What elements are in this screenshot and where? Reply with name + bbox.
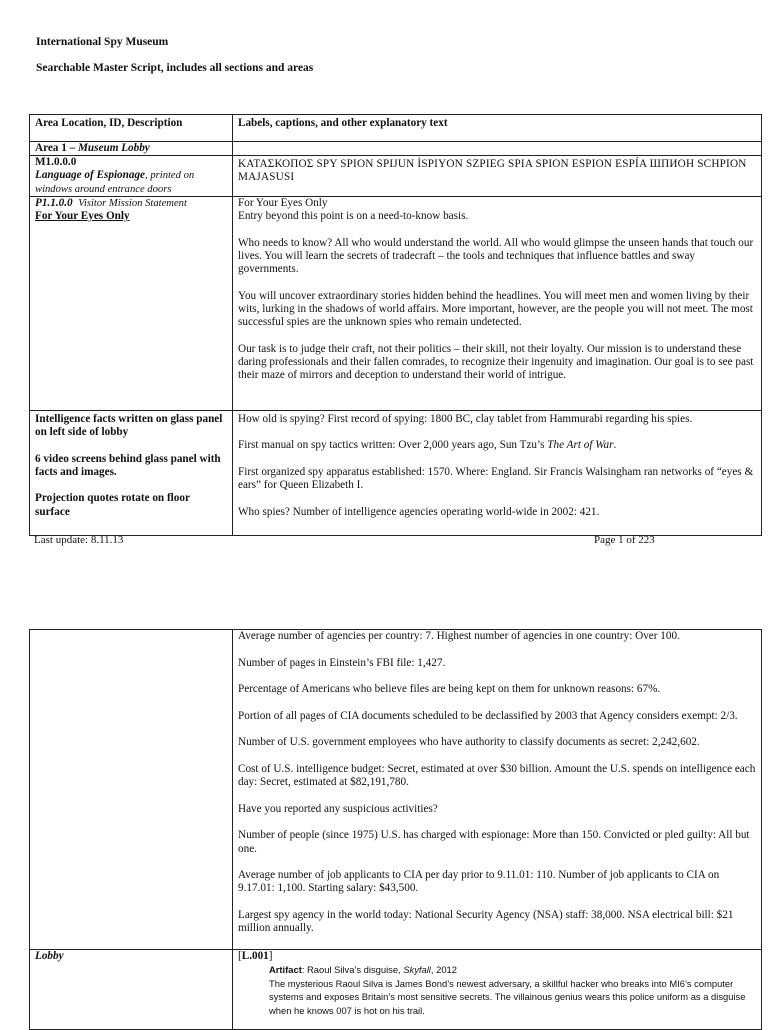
entry-title: Language of Espionage	[35, 169, 146, 182]
facts-continued-description	[30, 630, 233, 950]
facts-description	[30, 410, 233, 535]
facts-description-line: Intelligence facts written on glass panel on left side of lobby	[35, 412, 223, 439]
fact-line: How old is spying? First record of spying: 1800 BC, clay tablet from Hammurabi regarding his spies.	[238, 412, 693, 425]
fact-line: Number of U.S. government employees who have authority to classify documents as secret: 2,242,602.	[238, 736, 700, 749]
mission-heading: For Your Eyes Only	[238, 196, 328, 209]
lobby-artifact-entry	[233, 950, 762, 1030]
fact-line: First organized spy apparatus established: 1570. Where: England. Sir Francis Walsingham ran networks of “eyes & ears” for Queen Elizabeth I.	[238, 466, 754, 492]
lobby-label: Lobby	[30, 950, 233, 1030]
lobby-entry-id: [L.001]	[238, 950, 273, 962]
entry-description: , printed on windows around entrance doors	[35, 170, 195, 195]
area-heading-blank	[233, 142, 762, 156]
entry-description: Visitor Mission Statement	[78, 197, 187, 209]
fact-line: Number of pages in Einstein’s FBI file: 1,427.	[238, 656, 446, 669]
mission-statement-text	[233, 196, 762, 410]
intelligence-facts-text	[233, 410, 762, 535]
fact-line: Have you reported any suspicious activities?	[238, 802, 438, 815]
fact-line: Average number of job applicants to CIA per day prior to 9.11.01: 110. Number of job applicants to CIA on 9.17.01: 1,100. Starting salary: $43,500.	[238, 869, 720, 895]
script-table-page-2	[29, 629, 762, 1030]
fact-line: Largest spy agency in the world today: National Security Agency (NSA) staff: 38,000. NSA electrical bill: $21 million annually.	[238, 908, 734, 935]
artifact-description: The mysterious Raoul Silva is James Bond’s newest adversary, a skillful hacker who breaks into MI6’s computer systems and exposes Britain’s most sensitive secrets. The villainous genius wears this police uniform as a disguise when he knows 007 is hot on his trail.	[269, 977, 746, 1016]
fact-line: Who spies? Number of intelligence agencies operating world-wide in 2002: 421.	[238, 505, 600, 518]
facts-description-line: Projection quotes rotate on floor surface	[35, 492, 190, 518]
mission-paragraph: Who needs to know? All who would understand the world. All who would glimpse the unseen hands that touch our lives. You will learn the secrets of tradecraft – the tools and techniques that influence battles and sway governments.	[238, 236, 754, 276]
fact-line: Portion of all pages of CIA documents scheduled to be declassified by 2003 that Agency considers exempt: 2/3.	[238, 709, 738, 722]
intelligence-facts-continued	[233, 630, 762, 950]
area-heading: Area 1 – Museum Lobby	[30, 142, 233, 156]
fact-line: Percentage of Americans who believe files are being kept on them for unknown reasons: 67%.	[238, 683, 661, 696]
facts-description-line: 6 video screens behind glass panel with facts and images.	[35, 452, 221, 478]
document-subtitle: Searchable Master Script, includes all sections and areas	[36, 62, 314, 74]
fact-line: Cost of U.S. intelligence budget: Secret, estimated at over $30 billion. Amount the U.S. spends on intelligence each day: Secret, estimated at $82,191,780.	[238, 762, 756, 789]
footer-page-number: Page 1 of 223	[594, 534, 655, 546]
script-table-page-1	[29, 114, 762, 536]
language-of-espionage-text: ΚΑΤΑΣΚΟΠΟΣ SPY SPION SPIJUN İSPIYON SZPIEG SPIA SPION ESPION ESPÍA ШПИОН SCHPION MAJASUSI	[233, 156, 762, 197]
entry-m1-description	[30, 156, 233, 197]
column-header-location: Area Location, ID, Description	[30, 115, 233, 142]
entry-p1-description	[30, 196, 233, 410]
artifact-title: Artifact: Raoul Silva’s disguise, Skyfall, 2012	[269, 964, 457, 976]
fact-line: Average number of agencies per country: 7. Highest number of agencies in one country: Over 100.	[238, 630, 680, 642]
mission-paragraph: Entry beyond this point is on a need-to-know basis.	[238, 210, 469, 223]
column-header-labels: Labels, captions, and other explanatory text	[233, 115, 762, 142]
fact-line: Number of people (since 1975) U.S. has charged with espionage: More than 150. Convicted or pled guilty: All but one.	[238, 829, 750, 855]
document-title: International Spy Museum	[36, 36, 169, 48]
mission-paragraph: Our task is to judge their craft, not their politics – their skill, not their loyalty. Our mission is to understand these daring professionals and their fallen comrades, to recognize their ingenuity and imagination. Our goal is to see past their maze of mirrors and deception to understand their world of intrigue.	[238, 342, 754, 382]
footer-last-update: Last update: 8.11.13	[34, 534, 124, 546]
fact-line: First manual on spy tactics written: Over 2,000 years ago, Sun Tzu’s The Art of War.	[238, 439, 617, 452]
entry-id: P1.1.0.0	[35, 196, 73, 209]
area-name: Museum Lobby	[77, 142, 150, 154]
mission-paragraph: You will uncover extraordinary stories hidden behind the headlines. You will meet men and women living by their wits, lurking in the shadows of world affairs. More important, however, are the people you will not meet. The most successful spies are the unknown spies who remain undetected.	[238, 289, 753, 329]
entry-title: For Your Eyes Only	[35, 210, 130, 223]
entry-id: M1.0.0.0	[35, 156, 77, 169]
